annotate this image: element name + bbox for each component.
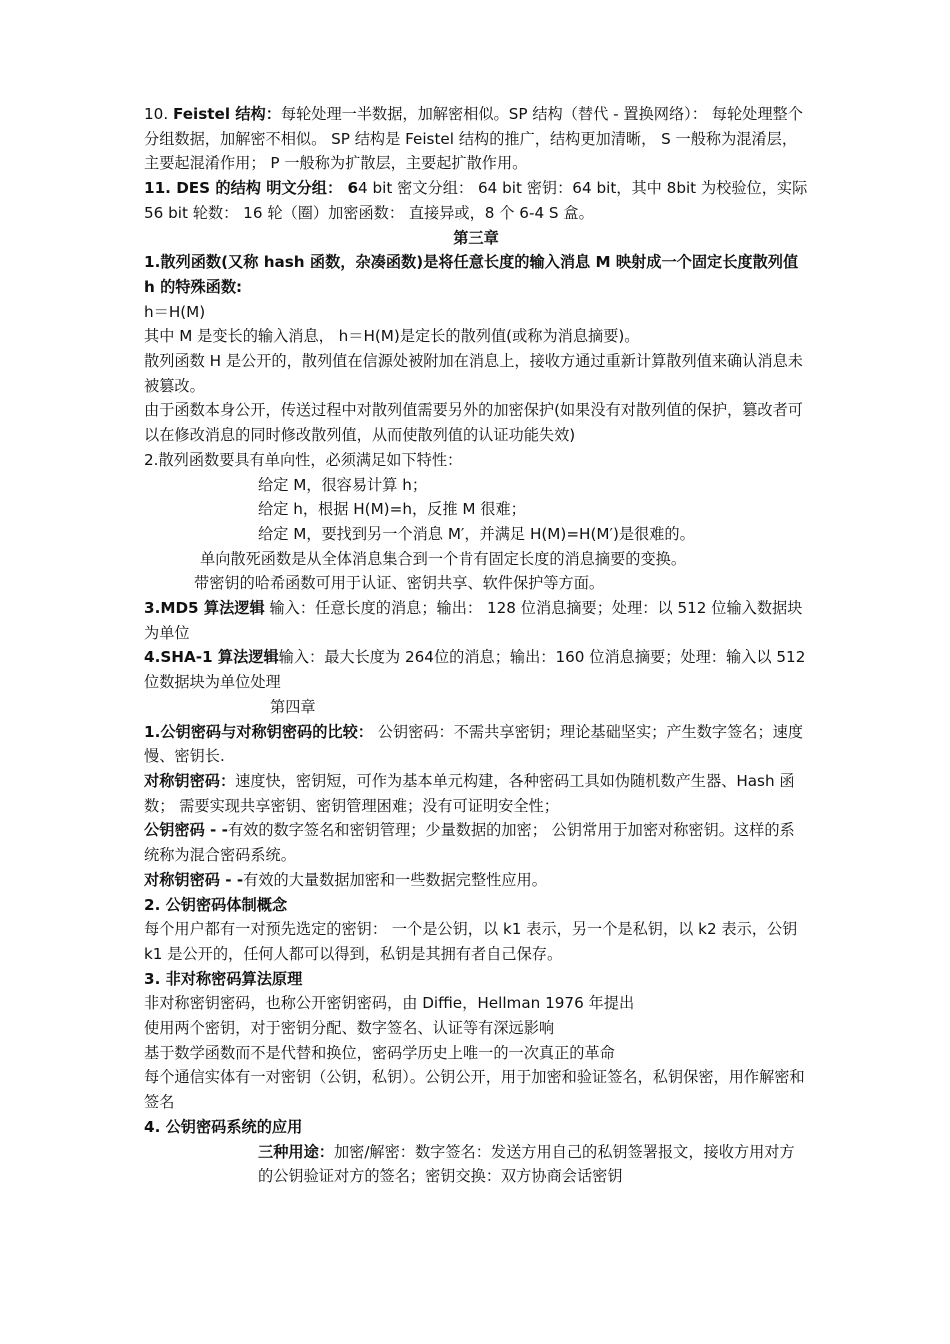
term-bold: 3.MD5 算法逻辑 (144, 599, 265, 618)
compare-paragraph (144, 720, 808, 769)
paragraph-text: 4 bit 密文分组： 64 bit 密钥：64 bit，其中 8bit 为校验位，实际 56 bit 轮数： 16 轮（圈）加密函数： 直接异或，8 个 6-4 S 盒。 (144, 179, 808, 222)
term-bold: 1.公钥密码与对称钥密码的比较： (144, 722, 373, 741)
public-key-paragraph (144, 818, 808, 867)
term-bold: 三种用途： (258, 1142, 334, 1161)
paragraph-text: 有效的大量数据加密和一些数据完整性应用。 (243, 870, 547, 889)
paragraph-text: 每轮处理一半数据，加解密相似。SP 结构（替代 - 置换网络）： 每轮处理整个分组数据，加解密不相似。 SP 结构是 Feistel 结构的推广，结构更加清晰， S 一般称为混淆层，主要起混淆作用； P 一般称为扩散层，主要起扩散作用。 (144, 105, 803, 173)
paragraph-text: 输入：任意长度的消息；输出： 128 位消息摘要；处理：以 512 位输入数据块为单位 (144, 599, 803, 642)
paragraph-des (144, 176, 808, 225)
hash-paragraph-3: 由于函数本身公开，传送过程中对散列值需要另外的加密保护(如果没有对散列值的保护，篡改者可以在修改消息的同时修改散列值，从而使散列值的认证功能失效) (144, 401, 803, 445)
asym-line: 基于数学函数而不是代替和换位，密码学历史上唯一的一次真正的革命 (144, 1043, 615, 1062)
hash-paragraph-2: 散列函数 H 是公开的，散列值在信源处被附加在消息上，接收方通过重新计算散列值来确认消息未被篡改。 (144, 352, 803, 395)
paragraph-text: 输入：最大长度为 264位的消息；输出：160 位消息摘要；处理：输入以 512 位数据块为单位处理 (144, 648, 806, 692)
oneway-item: 给定 M，要找到另一个消息 M′，并满足 H(M)=H(M′)是很难的。 (258, 524, 695, 543)
paragraph-feistel (144, 102, 808, 176)
symmetric-paragraph (144, 769, 808, 818)
hash-formula: h＝H(M) (144, 302, 206, 321)
section-hash-title: 1.散列函数(又称 hash 函数，杂凑函数)是将任意长度的输入消息 M 映射成一个固定长度散列值 h 的特殊函数: (144, 253, 799, 296)
section-oneway-title: 2.散列函数要具有单向性，必须满足如下特性： (144, 450, 463, 469)
document-body (144, 102, 808, 1189)
oneway-item: 给定 M，很容易计算 h； (258, 475, 428, 494)
oneway-paragraph-2: 带密钥的哈希函数可用于认证、密钥共享、软件保护等方面。 (194, 574, 605, 593)
term-bold: 4.SHA-1 算法逻辑 (144, 648, 279, 667)
paragraph-text: 速度快，密钥短，可作为基本单元构建，各种密码工具如伪随机数产生器、Hash 函数； 需要实现共享密钥、密钥管理困难；没有可证明安全性； (144, 771, 795, 815)
section-pk-concept-title: 2. 公钥密码体制概念 (144, 895, 288, 914)
paragraph-text: 公钥密码：不需共享密钥；理论基础坚实；产生数字签名；速度慢、密钥长. (144, 722, 804, 766)
section-pk-apps-title: 4. 公钥密码系统的应用 (144, 1117, 303, 1136)
chapter-4-heading: 第四章 (270, 697, 316, 716)
symmetric-usage-paragraph (144, 868, 808, 893)
term-bold: Feistel 结构： (172, 105, 281, 123)
paragraph-text: 加密/解密：数字签名：发送方用自己的私钥签署报文，接收方用对方的公钥验证对方的签名；密钥交换：双方协商会话密钥 (258, 1142, 795, 1186)
paragraph-text: 有效的数字签名和密钥管理；少量数据的加密； 公钥常用于加密对称密钥。这样的系统称为混合密码系统。 (144, 821, 795, 865)
chapter-3-heading: 第三章 (453, 228, 499, 247)
pk-apps-paragraph (144, 1140, 808, 1189)
pk-concept-paragraph: 每个用户都有一对预先选定的密钥： 一个是公钥，以 k1 表示，另一个是私钥，以 k2 表示，公钥 k1 是公开的，任何人都可以得到，私钥是其拥有者自己保存。 (144, 920, 798, 963)
asym-line: 非对称密钥密码，也称公开密钥密码，由 Diffie，Hellman 1976 年提出 (144, 994, 635, 1013)
oneway-item: 给定 h，根据 H(M)=h，反推 M 很难； (258, 500, 526, 519)
asym-line: 每个通信实体有一对密钥（公钥，私钥）。公钥公开，用于加密和验证签名，私钥保密，用作解密和签名 (144, 1068, 805, 1112)
term-bold: 公钥密码 - - (144, 821, 228, 840)
hash-paragraph-1: 其中 M 是变长的输入消息， h＝H(M)是定长的散列值(或称为消息摘要)。 (144, 327, 640, 346)
section-asym-title: 3. 非对称密码算法原理 (144, 969, 303, 988)
term-bold: 对称钥密码 - - (144, 870, 244, 889)
term-bold: 对称钥密码： (144, 771, 236, 790)
item-number: 10. (144, 105, 173, 123)
asym-line: 使用两个密钥，对于密钥分配、数字签名、认证等有深远影响 (144, 1019, 555, 1038)
term-bold: 11. DES 的结构 明文分组： 6 (144, 179, 359, 198)
section-sha1 (144, 645, 808, 694)
oneway-paragraph-1: 单向散死函数是从全体消息集合到一个肯有固定长度的消息摘要的变换。 (200, 549, 686, 568)
section-md5 (144, 596, 808, 645)
